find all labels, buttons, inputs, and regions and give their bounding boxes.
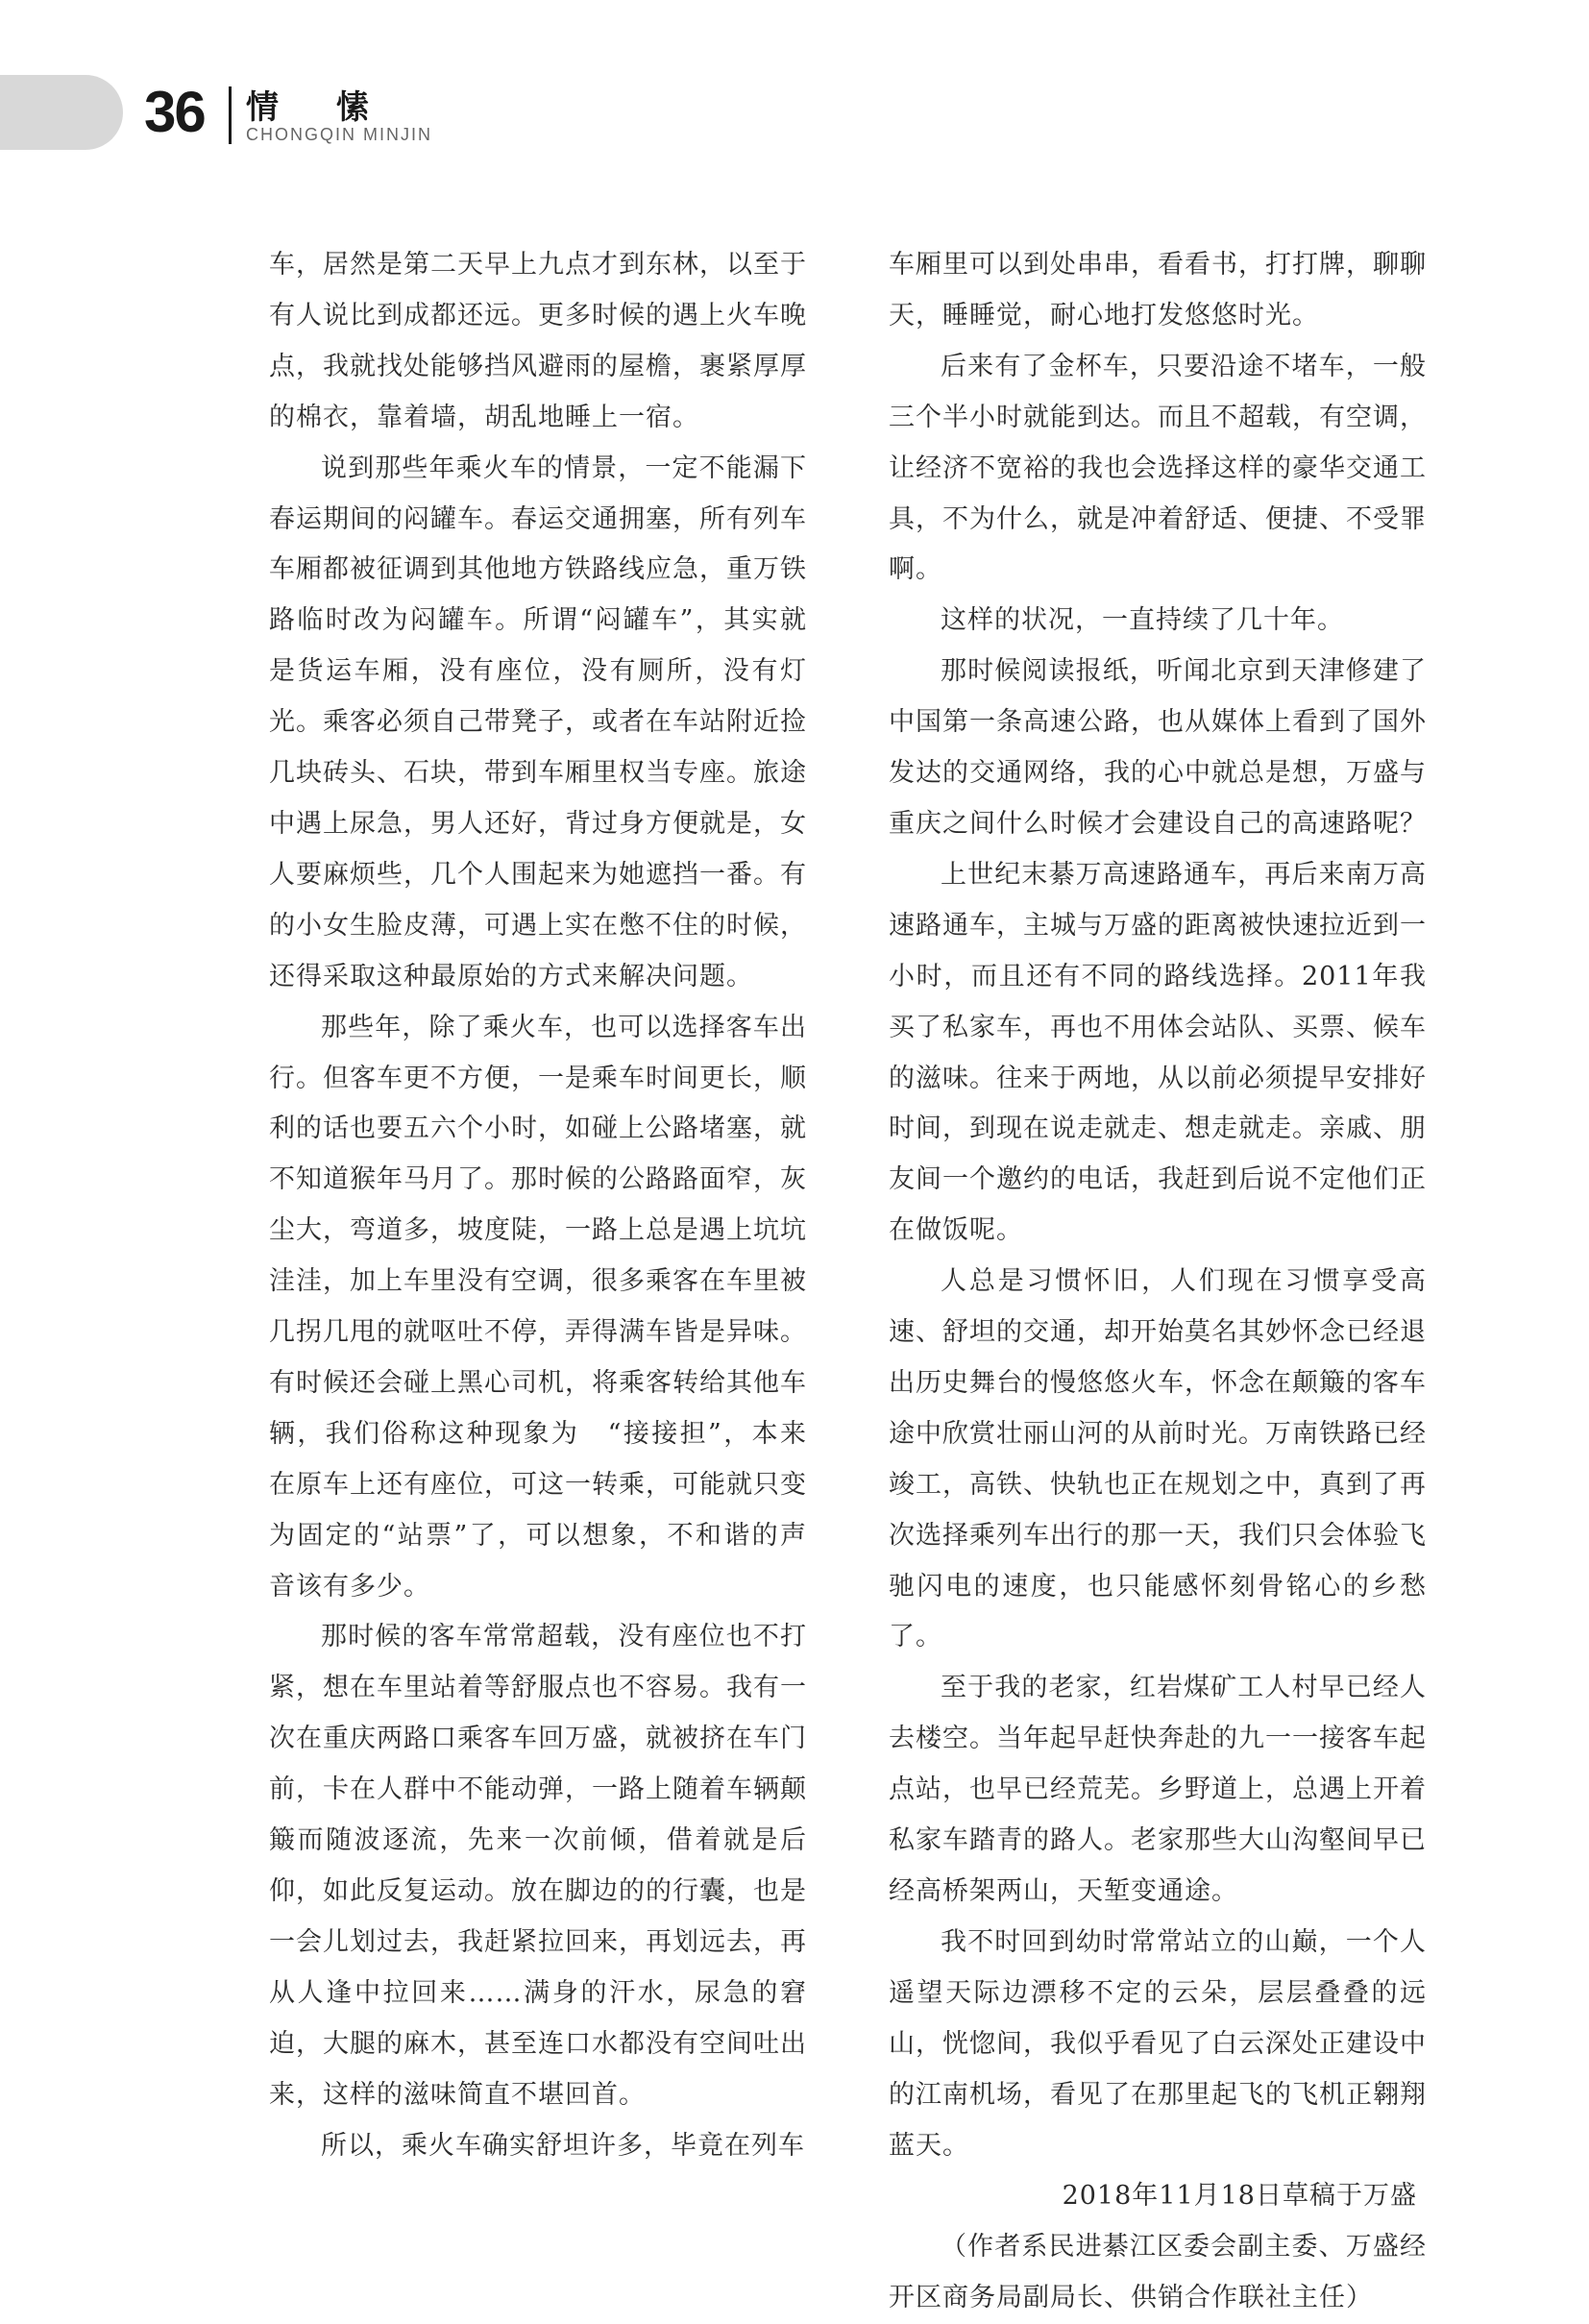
paragraph: 那些年，除了乘火车，也可以选择客车出行。但客车更不方便，一是乘车时间更长，顺利的话也要五六个小时，如碰上公路堵塞，就不知道猴年马月了。那时候的公路路面窄，灰尘大，弯道多，坡度陡，一路上总是遇上坑坑洼洼，加上车里没有空调，很多乘客在车里被几拐几甩的就呕吐不停，弄得满车皆是异味。有时候还会碰上黑心司机，将乘客转给其他车辆，我们俗称这种现象为 “接接担”，本来在原车上还有座位，可这一转乘，可能就只变为固定的“站票”了，可以想象，不和谐的声音该有多少。 — [269, 1012, 807, 1602]
page-tab — [0, 75, 123, 150]
paragraph: 那时候的客车常常超载，没有座位也不打紧，想在车里站着等舒服点也不容易。我有一次在重庆两路口乘客车回万盛，就被挤在车门前，卡在人群中不能动弹，一路上随着车辆颠簸而随波逐流，先来一次前倾，借着就是后仰，如此反复运动。放在脚边的的行囊，也是一会儿划过去，我赶紧拉回来，再划远去，再从人逢中拉回来……满身的汗水，尿急的窘迫，大腿的麻木，甚至连口水都没有空间吐出来，这样的滋味简直不堪回首。 — [269, 1622, 807, 2110]
header-divider — [229, 86, 232, 144]
page-number: 36 — [144, 80, 205, 144]
paragraph: 车厢里可以到处串串，看看书，打打牌，聊聊天，睡睡觉，耐心地打发悠悠时光。 — [889, 250, 1427, 330]
paragraph: 上世纪末綦万高速路通车，再后来南万高速路通车，主城与万盛的距离被快速拉近到一小时，而且还有不同的路线选择。2011年我买了私家车，再也不用体会站队、买票、候车的滋味。往来于两地，从以前必须提早安排好时间，到现在说走就走、想走就走。亲戚、朋友间一个邀约的电话，我赶到后说不定他们正在做饭呢。 — [889, 859, 1427, 1246]
paragraph: 至于我的老家，红岩煤矿工人村早已经人去楼空。当年起早赶快奔赴的九一一接客车起点站，也早已经荒芜。乡野道上，总遇上开着私家车踏青的路人。老家那些大山沟壑间早已经高桥架两山，天堑变通途。 — [889, 1673, 1427, 1906]
paragraph: 那时候阅读报纸，听闻北京到天津修建了中国第一条高速公路，也从媒体上看到了国外发达的交通网络，我的心中就总是想，万盛与重庆之间什么时候才会建设自己的高速路呢？ — [889, 656, 1427, 839]
paragraph: 人总是习惯怀旧，人们现在习惯享受高速、舒坦的交通，却开始莫名其妙怀念已经退出历史舞台的慢悠悠火车，怀念在颠簸的客车途中欣赏壮丽山河的从前时光。万南铁路已经竣工，高铁、快轨也正在规划之中，真到了再次选择乘列车出行的那一天，我们只会体验飞驰闪电的速度，也只能感怀刻骨铭心的乡愁了。 — [889, 1266, 1427, 1652]
right-column — [889, 240, 1427, 2324]
paragraph: 所以，乘火车确实舒坦许多，毕竟在列车 — [321, 2130, 805, 2161]
paragraph: 我不时回到幼时常常站立的山巅，一个人遥望天际边漂移不定的云朵，层层叠叠的远山，恍惚间，我似乎看见了白云深处正建设中的江南机场，看见了在那里起飞的飞机正翱翔蓝天。 — [889, 1926, 1427, 2161]
paragraph: 车，居然是第二天早上九点才到东林，以至于有人说比到成都还远。更多时候的遇上火车晚点，我就找处能够挡风避雨的屋檐，裹紧厚厚的棉衣，靠着墙，胡乱地睡上一宿。 — [269, 250, 807, 432]
section-subtitle: CHONGQIN MINJIN — [246, 125, 432, 144]
left-column — [269, 240, 807, 2171]
author-note: （作者系民进綦江区委会副主委、万盛经开区商务局副局长、供销合作联社主任） — [889, 2232, 1427, 2313]
paragraph: 说到那些年乘火车的情景，一定不能漏下春运期间的闷罐车。春运交通拥塞，所有列车车厢都被征调到其他地方铁路线应急，重万铁路临时改为闷罐车。所谓“闷罐车”，其实就是货运车厢，没有座位，没有厕所，没有灯光。乘客必须自己带凳子，或者在车站附近捡几块砖头、石块，带到车厢里权当专座。旅途中遇上尿急，男人还好，背过身方便就是，女人要麻烦些，几个人围起来为她遮挡一番。有的小女生脸皮薄，可遇上实在憋不住的时候，还得采取这种最原始的方式来解决问题。 — [269, 453, 807, 991]
paragraph: 这样的状况，一直持续了几十年。 — [941, 605, 1344, 636]
signature-date: 2018年11月18日草稿于万盛 — [1062, 2181, 1417, 2212]
section-title: 情 愫 — [246, 88, 392, 127]
paragraph: 后来有了金杯车，只要沿途不堵车，一般三个半小时就能到达。而且不超载，有空调，让经济不宽裕的我也会选择这样的豪华交通工具，不为什么，就是冲着舒适、便捷、不受罪啊。 — [889, 351, 1427, 585]
